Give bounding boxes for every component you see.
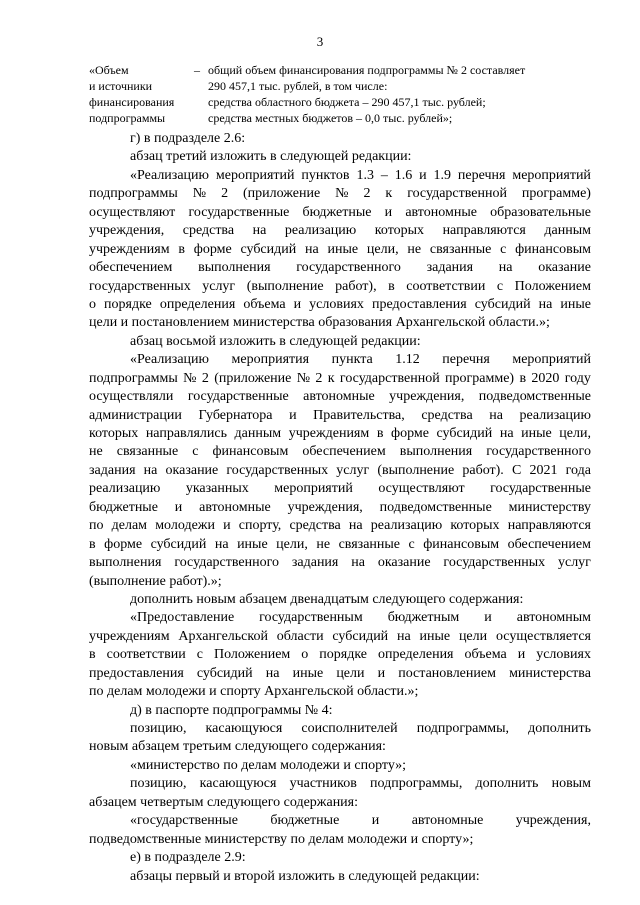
word: в: [178, 241, 185, 257]
word: на: [265, 665, 280, 681]
word: подпрограммы,: [416, 721, 509, 736]
text-line: [89, 204, 591, 222]
text-line: [89, 443, 591, 461]
word: иные: [292, 665, 324, 681]
word: и: [371, 813, 380, 829]
word: года: [565, 462, 591, 478]
word: учреждения,: [89, 223, 165, 239]
word: С: [511, 462, 522, 478]
word: осуществляется: [495, 628, 591, 644]
text-line: [89, 351, 591, 369]
word: на: [499, 426, 514, 441]
word: бюджетные: [270, 813, 340, 829]
text-line: (выполнение работ).»;: [89, 573, 222, 589]
word: на: [489, 407, 503, 423]
word: 2021: [529, 462, 558, 478]
word: связанные: [429, 241, 492, 257]
word: услуг: [202, 278, 236, 294]
word: учреждения,: [515, 813, 591, 829]
passport-dash-spacer: [194, 94, 208, 110]
word: которых: [450, 518, 500, 534]
text-line: [89, 370, 591, 388]
word: обеспечением: [89, 260, 173, 276]
word: объема: [464, 647, 507, 663]
text-line: [89, 517, 591, 535]
word: 1.3: [356, 167, 374, 183]
text-line: по делам молодежи и спорту Архангельской области.»;: [89, 684, 419, 700]
word: и: [174, 499, 183, 515]
word: субсидий: [150, 536, 207, 552]
word: форме: [104, 536, 143, 552]
word: подпрограммы: [89, 186, 178, 202]
word: государственных: [443, 555, 546, 571]
word: учреждениям: [89, 241, 170, 257]
word: «государственные: [130, 813, 238, 829]
word: реализацию: [284, 223, 357, 239]
word: обеспечением: [302, 444, 386, 460]
text-line: новым абзацем третьим следующего содержания:: [89, 739, 386, 755]
word: предоставления: [89, 665, 184, 681]
word: реализацию: [89, 481, 161, 497]
word: субсидий: [474, 296, 531, 312]
word: иные: [560, 296, 591, 312]
word: соответствии: [406, 278, 486, 294]
word: в: [89, 536, 96, 552]
word: на: [143, 462, 158, 478]
word: мероприятия: [231, 352, 310, 368]
word: Архангельской: [178, 628, 268, 644]
text-line: [89, 259, 591, 277]
word: перечня: [442, 352, 490, 368]
text-line: [89, 425, 591, 443]
word: дополнить: [528, 721, 591, 736]
word: государственной: [407, 186, 507, 202]
word: выполнения: [399, 444, 473, 460]
word: не: [407, 241, 422, 257]
word: дополнить: [475, 776, 539, 792]
text-line: подведомственные министерству по делам молодежи и спорту»;: [89, 831, 474, 847]
word: форме: [391, 426, 429, 441]
text-line: дополнить новым абзацем двенадцатым следующего содержания:: [130, 591, 524, 607]
word: указанных: [185, 481, 249, 497]
word: государственного: [174, 555, 279, 571]
word: с: [192, 444, 199, 460]
word: 2: [363, 186, 371, 202]
word: условиях: [309, 296, 364, 312]
text-line: [89, 296, 591, 314]
passport-row: [89, 110, 559, 126]
word: пунктов: [301, 167, 350, 183]
word: участников: [289, 776, 357, 792]
word: с: [408, 536, 415, 552]
text-line: [89, 536, 591, 554]
word: выполнения: [198, 260, 271, 276]
word: задания: [291, 555, 339, 571]
word: мероприятий: [512, 167, 591, 183]
word: не: [89, 444, 103, 460]
word: иные: [237, 536, 268, 552]
text-line: г) в подразделе 2.6:: [130, 131, 246, 146]
word: работ),: [335, 278, 377, 294]
word: позицию,: [130, 776, 187, 792]
word: мероприятий: [274, 481, 353, 497]
passport-label-line: подпрограммы: [89, 111, 166, 125]
word: автономные: [411, 813, 484, 829]
word: осуществляют: [89, 204, 176, 220]
word: на: [351, 555, 365, 571]
word: с: [496, 278, 504, 294]
word: средства: [289, 518, 341, 534]
word: и: [517, 647, 526, 663]
word: на: [498, 260, 513, 276]
word: бюджетные: [89, 499, 158, 515]
word: Губернатора: [198, 407, 273, 423]
word: услуг: [336, 462, 370, 478]
passport-label-line: финансирования: [89, 95, 175, 109]
passport-value-line: средства местных бюджетов – 0,0 тыс. рублей»;: [208, 111, 453, 125]
passport-label-line: и источники: [89, 79, 153, 93]
word: предоставления: [371, 296, 467, 312]
word: которых: [89, 426, 139, 441]
word: государственные: [187, 389, 289, 405]
passport-value-line: средства областного бюджета – 290 457,1 тыс. рублей;: [208, 95, 486, 109]
word: оказание: [377, 555, 431, 571]
word: учреждениям: [288, 426, 370, 441]
word: финансовым: [515, 241, 591, 257]
word: связанные: [338, 536, 401, 552]
text-line: [89, 554, 591, 572]
word: по: [89, 518, 104, 534]
word: учреждения,: [287, 499, 363, 515]
word: подведомственные: [478, 389, 591, 405]
word: №: [183, 370, 197, 386]
word: условиях: [536, 647, 591, 663]
word: подпрограммы,: [370, 776, 463, 792]
word: и: [223, 518, 231, 534]
word: осуществляли: [89, 389, 174, 405]
text-line: [89, 480, 591, 498]
word: министерству: [508, 499, 591, 515]
word: выполнения: [89, 555, 162, 571]
word: и: [377, 665, 386, 681]
passport-row: [89, 78, 559, 94]
passport-financing-table: [89, 62, 559, 126]
word: обеспечением: [507, 536, 591, 552]
word: министерства: [509, 665, 591, 681]
passport-dash-spacer: [194, 110, 208, 126]
word: средства: [182, 223, 235, 239]
word: программе): [445, 370, 515, 386]
word: «Реализацию: [130, 167, 209, 183]
word: субсидий: [196, 665, 253, 681]
word: направляются: [442, 223, 526, 239]
word: и: [384, 204, 393, 220]
word: работ).: [462, 462, 504, 478]
text-line: [89, 462, 591, 480]
word: 1.9: [433, 167, 451, 183]
word: о: [89, 296, 96, 312]
word: государственной: [339, 370, 440, 386]
word: (выполнение: [377, 462, 455, 478]
word: на: [252, 223, 267, 239]
passport-label-line: «Объем: [89, 63, 129, 77]
word: области: [276, 628, 324, 644]
word: (приложение: [214, 370, 292, 386]
word: пункта: [331, 352, 373, 368]
word: мероприятий: [215, 167, 295, 183]
word: образовательные: [490, 204, 591, 220]
word: «Реализацию: [130, 352, 209, 368]
word: которых: [374, 223, 425, 239]
word: подпрограммы: [89, 370, 178, 386]
word: и: [289, 407, 297, 423]
text-line: абзацы первый и второй изложить в следующей редакции:: [130, 868, 480, 884]
passport-row: [89, 94, 559, 110]
word: средства: [421, 407, 473, 423]
word: объема: [243, 296, 286, 312]
word: на: [348, 518, 363, 534]
text-line: е) в подразделе 2.9:: [130, 850, 246, 866]
word: государственного: [296, 260, 401, 276]
text-line: [89, 812, 591, 830]
text-line: [89, 241, 591, 259]
text-line: [89, 185, 591, 203]
text-line: [89, 167, 591, 185]
word: (приложение: [243, 186, 321, 202]
word: государственные: [490, 481, 591, 497]
word: учреждения,: [389, 389, 465, 405]
word: оказание: [538, 260, 591, 276]
word: цели,: [276, 536, 308, 552]
word: задания: [89, 462, 136, 478]
word: 1.12: [395, 352, 420, 368]
text-line: цели и постановлением министерства образования Архангельской области.»;: [89, 315, 550, 331]
word: цели: [458, 628, 488, 644]
word: финансовым: [212, 444, 289, 460]
text-line: «министерство по делам молодежи и спорту»;: [130, 757, 407, 773]
word: реализацию: [519, 407, 591, 423]
word: форме: [193, 241, 232, 257]
word: определения: [378, 647, 454, 663]
word: услуг: [557, 555, 591, 571]
text-line: абзацем четвертым следующего содержания:: [89, 794, 359, 810]
word: мероприятий: [512, 352, 591, 368]
word: постановлением: [398, 665, 496, 681]
word: автономные: [199, 499, 271, 515]
word: в: [388, 278, 395, 294]
word: к: [327, 370, 335, 386]
text-line: [89, 499, 591, 517]
passport-value-line: 290 457,1 тыс. рублей, в том числе:: [208, 79, 388, 93]
word: данным: [544, 223, 591, 239]
word: Положением: [514, 278, 591, 294]
passport-row: [89, 62, 559, 78]
word: администрации: [89, 407, 182, 423]
word: бюджетные: [302, 204, 372, 220]
word: 2: [315, 370, 323, 386]
passport-value-line: общий объем финансирования подпрограммы № 2 составляет: [208, 63, 526, 77]
word: цели,: [559, 426, 591, 441]
text-line: [89, 388, 591, 406]
word: с: [196, 647, 203, 663]
word: финансовым: [423, 536, 500, 552]
word: автономным: [516, 610, 591, 626]
word: в: [519, 370, 527, 386]
word: и: [419, 167, 427, 183]
word: направляются: [507, 518, 591, 534]
word: субсидий: [240, 241, 297, 257]
word: подведомственные: [379, 499, 492, 515]
word: на: [305, 241, 319, 257]
word: в: [376, 426, 384, 441]
word: и: [293, 296, 302, 312]
word: оказание: [165, 462, 219, 478]
word: спорту,: [238, 518, 282, 534]
word: соответствии: [106, 647, 186, 663]
word: государственные: [188, 204, 290, 220]
word: Положением: [213, 647, 291, 663]
word: году: [564, 370, 591, 386]
word: определения: [159, 296, 236, 312]
word: учреждениям: [89, 628, 170, 644]
word: 2020: [531, 370, 560, 386]
word: государственным: [259, 610, 363, 626]
word: перечня: [457, 167, 506, 183]
text-line: [89, 628, 591, 646]
word: и: [484, 610, 492, 626]
word: о: [301, 647, 309, 663]
word: цели: [336, 665, 365, 681]
text-line: [89, 278, 591, 296]
page-number: 3: [316, 34, 324, 49]
word: делам: [111, 518, 148, 534]
word: иные: [521, 426, 552, 441]
text-line: д) в паспорте подпрограммы № 4:: [130, 702, 333, 718]
word: бюджетным: [387, 610, 460, 626]
text-line: [89, 720, 591, 738]
word: –: [380, 167, 388, 183]
word: субсидий: [332, 628, 389, 644]
word: соисполнителей: [301, 721, 398, 736]
word: касающуюся: [205, 721, 283, 736]
word: связанные: [116, 444, 179, 460]
word: иные: [327, 241, 359, 257]
passport-dash-spacer: [194, 78, 208, 94]
word: №: [335, 186, 349, 202]
word: молодежи: [155, 518, 215, 534]
text-line: [89, 775, 591, 793]
word: порядке: [319, 647, 368, 663]
word: иные: [419, 628, 451, 644]
word: автономные: [303, 389, 375, 405]
word: направлялись: [145, 426, 227, 441]
word: не: [316, 536, 331, 552]
word: государственных: [226, 462, 329, 478]
word: 2: [221, 186, 229, 202]
word: цели,: [366, 241, 399, 257]
word: 1.6: [394, 167, 413, 183]
word: задания: [426, 260, 474, 276]
word: осуществляют: [378, 481, 465, 497]
text-line: [89, 407, 591, 425]
word: на: [214, 536, 229, 552]
word: в: [89, 647, 96, 663]
word: на: [538, 296, 553, 312]
word: (выполнение: [246, 278, 324, 294]
word: государственных: [89, 278, 191, 294]
word: №: [296, 370, 311, 386]
word: 2: [201, 370, 209, 386]
word: программе): [521, 186, 591, 202]
word: субсидий: [436, 426, 493, 441]
passport-dash: –: [194, 63, 200, 77]
word: к: [385, 186, 393, 202]
word: порядке: [104, 296, 152, 312]
word: данным: [234, 426, 282, 441]
document-body: [89, 130, 591, 886]
word: автономные: [405, 204, 477, 220]
text-line: [89, 646, 591, 664]
text-line: [89, 665, 591, 683]
word: позицию,: [130, 721, 187, 736]
word: с: [500, 241, 507, 257]
text-line: абзац третий изложить в следующей редакции:: [130, 149, 412, 165]
word: на: [396, 628, 411, 644]
text-line: абзац восьмой изложить в следующей редакции:: [130, 333, 421, 349]
text-line: [89, 609, 591, 627]
word: «Предоставление: [130, 610, 235, 626]
word: государственного: [486, 444, 591, 460]
word: реализацию: [370, 518, 443, 534]
text-line: [89, 222, 591, 240]
word: касающуюся: [199, 776, 277, 792]
word: новым: [551, 776, 591, 792]
word: Правительства,: [313, 407, 405, 423]
word: №: [192, 186, 207, 202]
